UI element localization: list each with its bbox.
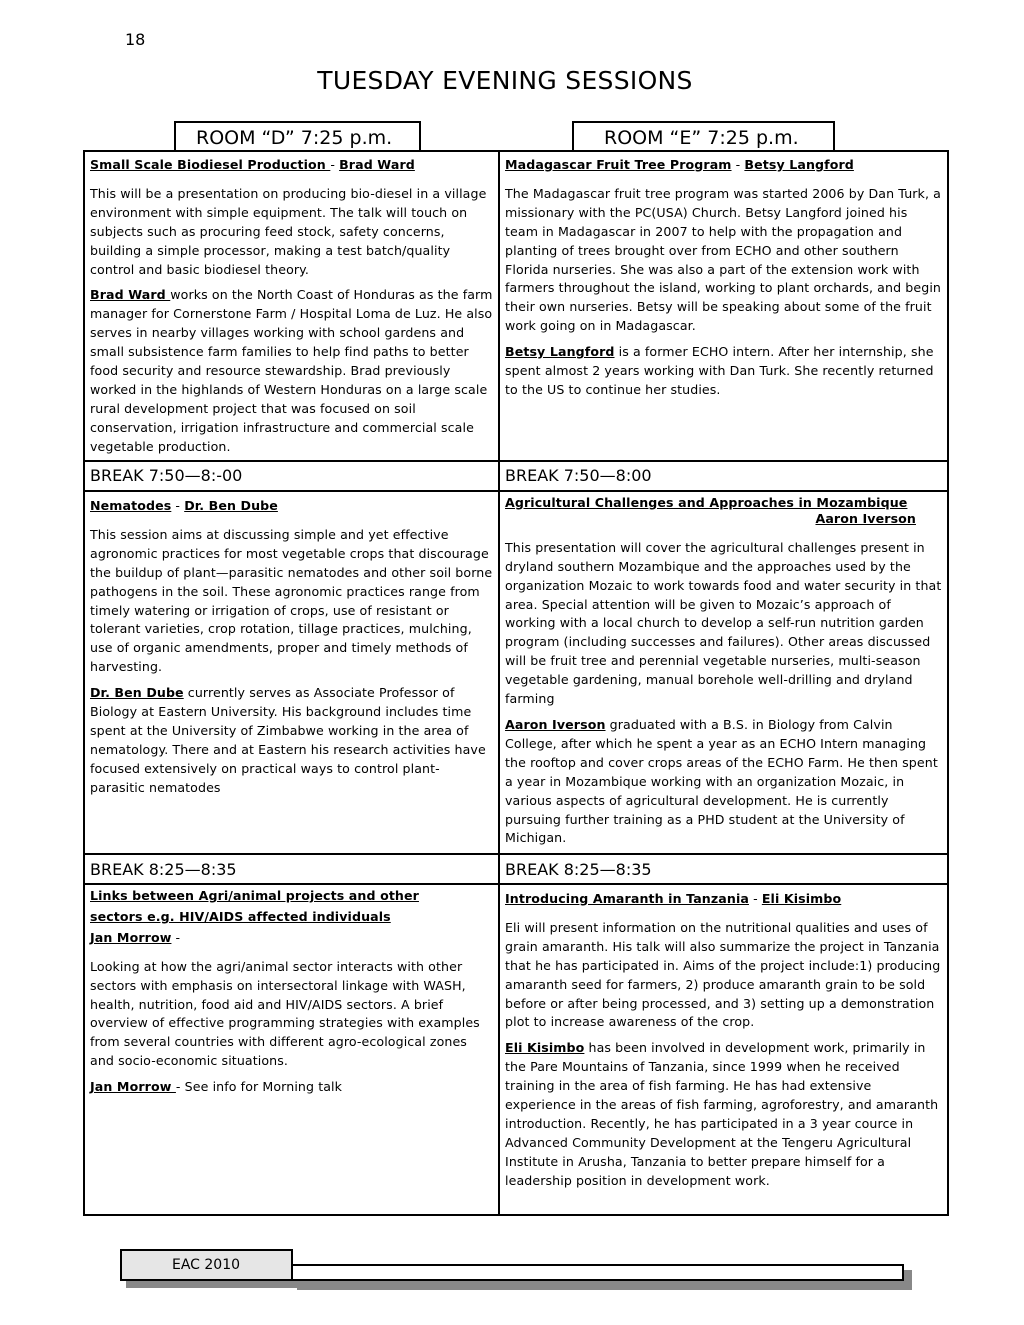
speaker-name: Aaron Iverson xyxy=(505,716,606,732)
session-speaker: Betsy Langford xyxy=(744,157,854,172)
session-mozambique xyxy=(505,494,942,855)
session-title: Introducing Amaranth in Tanzania xyxy=(505,891,749,906)
session-title: Madagascar Fruit Tree Program xyxy=(505,157,732,172)
room-e-header: ROOM “E” 7:25 p.m. xyxy=(572,121,835,151)
session-speaker: Jan Morrow xyxy=(90,929,172,945)
page-number: 18 xyxy=(125,30,146,49)
speaker-name: Brad Ward xyxy=(90,287,171,303)
row-divider xyxy=(83,883,949,885)
session-agri-animal: Links between Agri/animal projects and other sectors e.g. HIV/AIDS affected individuals Jan Morrow - Looking at how the agri/animal sector interacts with other sectors with emphasis on intersectoral linkage with WASH, health, nutrition, food aid and HIV/AIDS sectors. A brief overview of effective programming strategies with examples from several countries with different agro-ecological zones and socio-economic situations. Jan Morrow - See info for Morning talk xyxy=(90,887,494,1104)
session-speaker: Brad Ward xyxy=(339,157,415,172)
speaker-bio: - See info for Morning talk xyxy=(175,1079,343,1095)
speaker-name: Jan Morrow xyxy=(90,1079,176,1095)
session-speaker: Dr. Ben Dube xyxy=(184,498,278,513)
speaker-bio: is a former ECHO intern. After her internship, she spent almost 2 years working with Dan Turk. She recently returned to the US to continue her studies. xyxy=(505,344,934,397)
session-title: Nematodes xyxy=(90,498,172,513)
session-speaker: Aaron Iverson xyxy=(815,510,916,526)
break-label: BREAK 7:50—8:-00 xyxy=(90,466,243,485)
session-description: Eli will present information on the nutritional qualities and uses of grain amaranth. His talk will also summarize the project in Tanzania that he has participated in. Aims of the project include:1) producing amaranth seed for farmers, 2) produce amaranth grain to be sold before or after being processed, and 3) setting up a demonstration plot to increase awareness of the crop. xyxy=(505,919,941,1030)
speaker-bio: works on the North Coast of Honduras as the farm manager for Cornerstone Farm / Hospital Loma de Luz. He also serves in nearby villages working with school gardens and small subsistence farm families to help find paths to better food security and resource stewardship. Brad previously worked in the highlands of Western Honduras on a large scale rural development project that was focused on soil conservation, irrigation infrastructure and commercial scale vegetable production. xyxy=(90,287,493,454)
session-description: Looking at how the agri/animal sector interacts with other sectors with emphasis on intersectoral linkage with WASH, health, nutrition, food aid and HIV/AIDS sectors. A brief overview of effective programming strategies with examples from several countries with different agro-ecological zones and socio-economic situations. xyxy=(90,958,480,1069)
session-description: This session aims at discussing simple and yet effective agronomic practices for most vegetable crops that discourage the buildup of plant—parasitic nematodes and other soil borne pathogens in the soil. These agronomic practices range from timely watering or irrigation of crops, use of resistant or tolerant varieties, crop rotation, tillage practices, mulching, use of organic amendments, proper and timely methods of harvesting. xyxy=(90,526,493,675)
session-biodiesel: Small Scale Biodiesel Production - Brad Ward This will be a presentation on producing bio-diesel in a village environment with simple equipment. The talk will touch on subjects such as procuring feed stock, safety concerns, building a simple processor, making a test batch/quality control and basic biodiesel theory. Brad Ward works on the North Coast of Honduras as the farm manager for Cornerstone Farm / Hospital Loma de Luz. He also serves in nearby villages working with school gardens and small subsistence farm families to help find paths to better food security and resource stewardship. Brad previously worked in the highlands of Western Honduras on a large scale rural development project that was focused on soil conservation, irrigation infrastructure and commercial scale vegetable production. xyxy=(90,157,493,454)
speaker-name: Betsy Langford xyxy=(505,344,615,360)
break-label: BREAK 7:50—8:00 xyxy=(505,466,652,485)
footer-bar xyxy=(291,1264,904,1281)
break-label: BREAK 8:25—8:35 xyxy=(505,860,652,879)
speaker-bio: currently serves as Associate Professor of Biology at Eastern University. His background includes time spent at the University of Zimbabwe working in the area of nematology. There and at Eastern his research activities have focused extensively on practical ways to control plant-parasitic nematodes xyxy=(90,685,486,795)
session-title: Small Scale Biodiesel Production xyxy=(90,157,331,172)
session-nematodes: Nematodes - Dr. Ben Dube This session aims at discussing simple and yet effective agronomic practices for most vegetable crops that discourage the buildup of plant—parasitic nematodes and other soil borne pathogens in the soil. These agronomic practices range from timely watering or irrigation of crops, use of resistant or tolerant varieties, crop rotation, tillage practices, mulching, use of organic amendments, proper and timely methods of harvesting. Dr. Ben Dube currently serves as Associate Professor of Biology at Eastern University. His background includes time spent at the University of Zimbabwe working in the area of nematology. There and at Eastern his research activities have focused extensively on practical ways to control plant-parasitic nematodes xyxy=(90,498,493,795)
session-description: This will be a presentation on producing bio-diesel in a village environment with simple equipment. The talk will touch on subjects such as procuring feed stock, safety concerns, building a simple processor, making a test batch/quality control and basic biodiesel theory. xyxy=(90,185,487,277)
session-madagascar: Madagascar Fruit Tree Program - Betsy Langford The Madagascar fruit tree program was started 2006 by Dan Turk, a missionary with the PC(USA) Church. Betsy Langford joined his team in Madagascar in 2007 to help with the propagation and planting of trees brought over from ECHO and other southern Florida nurseries. She was also a part of the extension work with farmers throughout the island, working to plant orchards, and begin their own nurseries. Betsy will be speaking about some of the fruit work going on in Madagascar. Betsy Langford is a former ECHO intern. After her internship, she spent almost 2 years working with Dan Turk. She recently returned to the US to continue her studies. xyxy=(505,157,941,397)
room-d-header: ROOM “D” 7:25 p.m. xyxy=(174,121,421,151)
column-divider xyxy=(498,150,500,1216)
page-title: TUESDAY EVENING SESSIONS xyxy=(317,66,693,95)
session-title: Agricultural Challenges and Approaches in Mozambique xyxy=(505,495,908,510)
footer-label: EAC 2010 xyxy=(120,1249,293,1281)
row-divider xyxy=(83,490,949,492)
session-description: This presentation will cover the agricultural challenges present in dryland southern Mozambique and the approaches used by the organization Mozaic to work towards food and water security in that area. Special attention will be given to Mozaic’s approach of working with a local church to develop a self-run nutrition garden program (including successes and failures). Other areas discussed will be fruit tree and perennial vegetable nurseries, multi-season vegetable gardening, manual borehole well-drilling and dryland farming xyxy=(505,539,942,707)
session-speaker: Eli Kisimbo xyxy=(761,891,842,906)
speaker-bio: has been involved in development work, primarily in the Pare Mountains of Tanzania, since 1999 when he received training in the area of fish farming. He has had extensive experience in the areas of fish farming, agroforestry, and amaranth introduction. Recently, he has participated in a 3 year cource in Advanced Community Development at the Tengeru Agricultural Institute in Arusha, Tanzania to better prepare himself for a leadership position in development work. xyxy=(505,1040,939,1188)
speaker-bio: graduated with a B.S. in Biology from Calvin College, after which he spent a year as an ECHO Intern managing the rooftop and cover crops areas of the ECHO Farm. He then spent a year in Mozambique working with an organization Mozaic, in various aspects of agricultural development. He is currently pursuing further training as a PHD student at the University of Michigan. xyxy=(505,716,938,846)
break-label: BREAK 8:25—8:35 xyxy=(90,860,237,879)
session-title: sectors e.g. HIV/AIDS affected individuals xyxy=(90,908,391,924)
speaker-name: Eli Kisimbo xyxy=(505,1040,585,1056)
session-description: The Madagascar fruit tree program was started 2006 by Dan Turk, a missionary with the PC(USA) Church. Betsy Langford joined his team in Madagascar in 2007 to help with the propagation and planting of trees brought over from ECHO and other southern Florida nurseries. She was also a part of the extension work with farmers throughout the island, working to plant orchards, and begin their own nurseries. Betsy will be speaking about some of the fruit work going on in Madagascar. xyxy=(505,185,941,334)
session-amaranth: Introducing Amaranth in Tanzania - Eli Kisimbo Eli will present information on the nutritional qualities and uses of grain amaranth. His talk will also summarize the project in Tanzania that he has participated in. Aims of the project include:1) producing amaranth seed for farmers, 2) produce amaranth grain to be sold before or after being processed, and 3) setting up a demonstration plot to increase awareness of the crop. Eli Kisimbo has been involved in development work, primarily in the Pare Mountains of Tanzania, since 1999 when he received training in the area of fish farming. He has had extensive experience in the areas of fish farming, agroforestry, and amaranth introduction. Recently, he has participated in a 3 year cource in Advanced Community Development at the Tengeru Agricultural Institute in Arusha, Tanzania to better prepare himself for a leadership position in development work. xyxy=(505,891,941,1188)
speaker-name: Dr. Ben Dube xyxy=(90,685,184,701)
session-title: Links between Agri/animal projects and other xyxy=(90,888,419,903)
